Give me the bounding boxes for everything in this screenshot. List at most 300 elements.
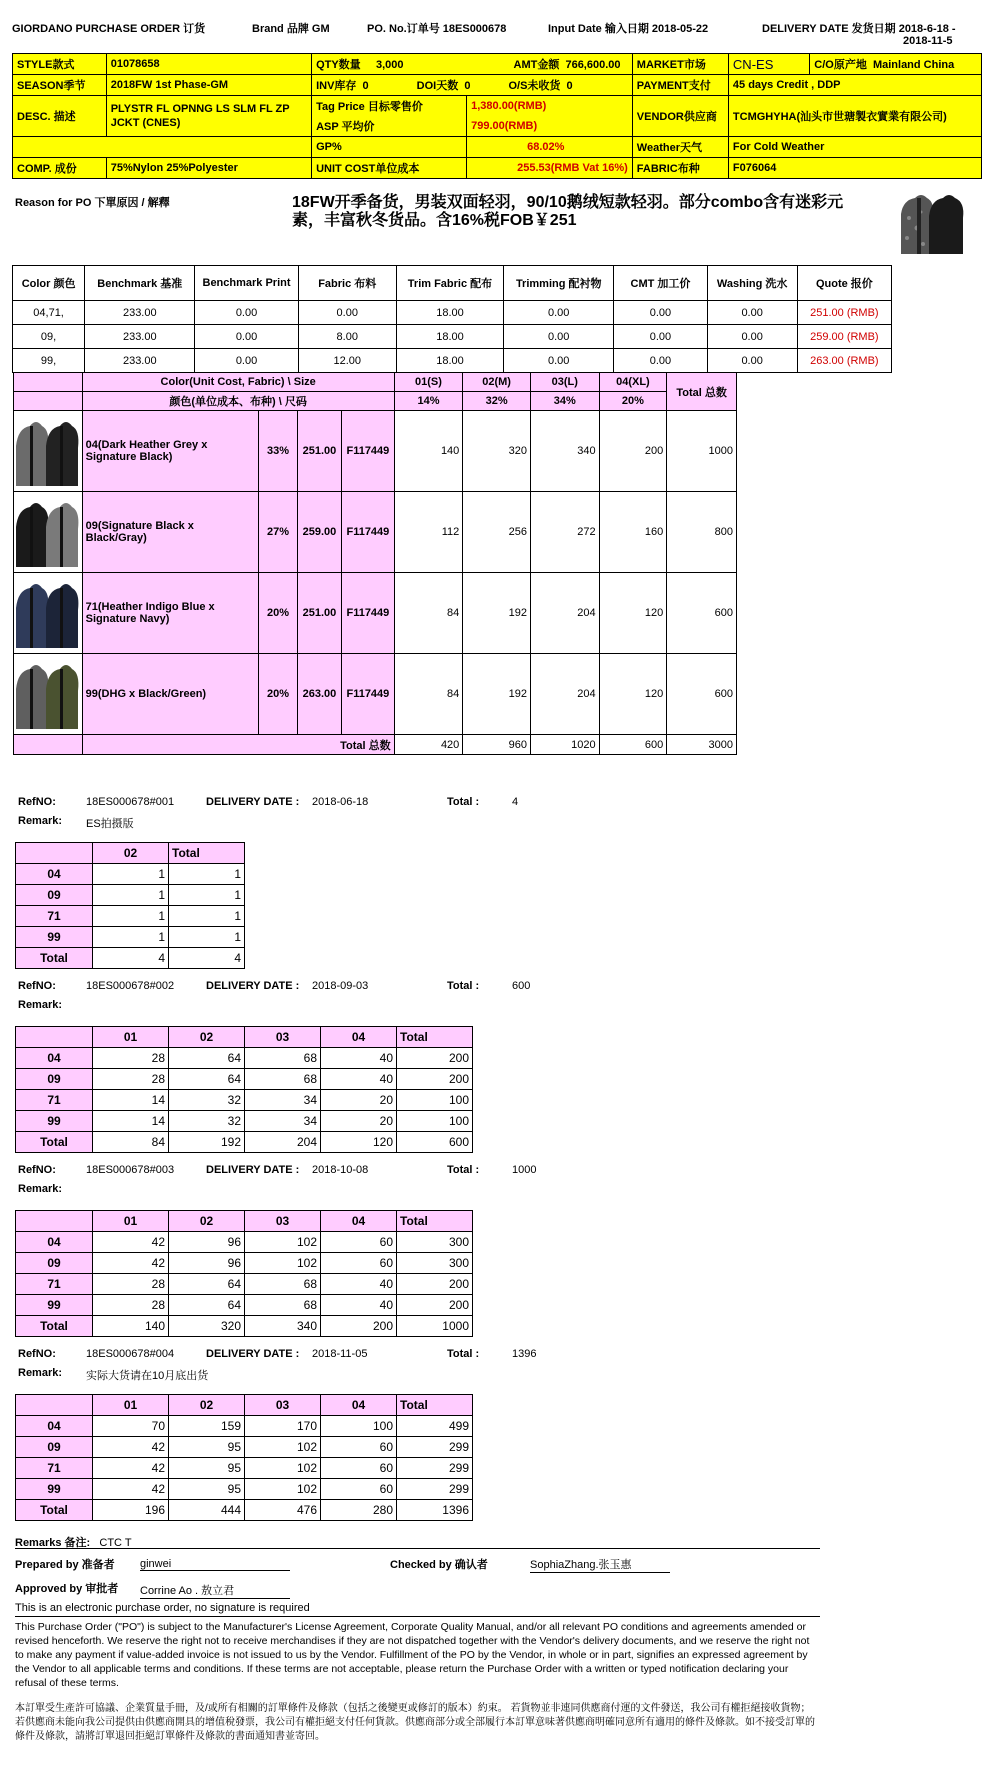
unit-cost-label: UNIT COST单位成本 — [312, 158, 467, 179]
delivery-row — [16, 1416, 473, 1437]
qty-cell: 192 — [463, 654, 531, 735]
cost-cell: 18.00 — [396, 301, 503, 325]
qty-cell: 84 — [394, 654, 463, 735]
remark-value: ES拍摄版 — [86, 818, 134, 830]
weather-value: For Cold Weather — [728, 137, 981, 158]
delivery-qty-cell: 95 — [169, 1458, 245, 1479]
delivery-qty-cell: 96 — [169, 1253, 245, 1274]
po-title: GIORDANO PURCHASE ORDER 订货 — [12, 23, 206, 35]
cost-cell: 0.00 — [504, 325, 614, 349]
matrix-row — [14, 573, 737, 654]
delivery-color-label: 09 — [16, 1253, 93, 1274]
delivery-date-label: DELIVERY DATE : — [206, 1164, 300, 1176]
fabric-label: FABRIC布种 — [632, 158, 728, 179]
size-ratio: 32% — [463, 392, 531, 411]
delivery-qty-cell: 1 — [169, 885, 245, 906]
delivery-qty-cell: 140 — [93, 1316, 169, 1337]
cost-cell: 0.00 — [298, 301, 396, 325]
delivery-qty-cell: 42 — [93, 1479, 169, 1500]
delivery-qty-cell: 28 — [93, 1295, 169, 1316]
delivery-qty-cell: 4 — [169, 948, 245, 969]
delivery-col-header: 03 — [245, 1395, 321, 1416]
ref-label: RefNO: — [18, 1348, 56, 1360]
delivery-qty-cell: 60 — [321, 1253, 397, 1274]
delivery-qty-cell: 68 — [245, 1295, 321, 1316]
delivery-qty-cell: 102 — [245, 1458, 321, 1479]
cost-cell: 0.00 — [614, 325, 707, 349]
delivery-qty-cell: 20 — [321, 1111, 397, 1132]
unit-cost-value: 255.53(RMB Vat 16%) — [467, 158, 633, 179]
row-total: 800 — [667, 492, 737, 573]
style-label: STYLE款式 — [13, 54, 107, 75]
delivery-color-label: 09 — [16, 1437, 93, 1458]
delivery-col-header: 01 — [93, 1211, 169, 1232]
cost-cell: 09, — [13, 325, 85, 349]
color-pct: 20% — [259, 573, 297, 654]
delivery-row — [16, 1232, 473, 1253]
delivery-qty-cell: 4 — [93, 948, 169, 969]
reason-text: 18FW开季备货，男装双面轻羽，90/10鹅绒短款轻羽。部分combo含有迷彩元 素，丰富秋冬货品。含16%税FOB￥251 — [292, 194, 844, 229]
market-value: CN-ES — [728, 54, 809, 75]
matrix-row — [14, 492, 737, 573]
delivery-row — [16, 948, 245, 969]
divider — [15, 1548, 820, 1549]
qty-cell: 112 — [394, 492, 463, 573]
weather-label: Weather天气 — [632, 137, 728, 158]
delivery-qty-cell: 42 — [93, 1458, 169, 1479]
delivery-qty-cell: 28 — [93, 1069, 169, 1090]
legal-chinese: 本訂單受生產許可協議、企業質量手冊，及/或所有相關的訂單條件及條款（包括之後變更或修訂的版本）約束。 若貨物並非連同供應商付運的文件發送，我公司有權拒絕接收貨物；若供應商未能向我公司提供由供應商開具的增值稅發票，我公司有權拒絕支付任何貨款。供應商部分或全部履行本訂單意味著供應商明確同意所有適用的條件及條款。如不接受訂單的條件及條款，請將訂單退回拒絕訂單條件及條款的書面通知書並寄回。 — [15, 1703, 815, 1742]
delivery-qty-cell: 102 — [245, 1253, 321, 1274]
cost-cell: 233.00 — [85, 301, 195, 325]
delivery-col-header: 02 — [169, 1395, 245, 1416]
delivery-row — [16, 927, 245, 948]
delivery-qty-cell: 102 — [245, 1437, 321, 1458]
delivery-date: 2018-09-03 — [312, 980, 369, 992]
gp-value: 68.02% — [467, 137, 633, 158]
delivery-table — [15, 842, 245, 969]
cost-cell: 233.00 — [85, 325, 195, 349]
delivery-qty-cell: 200 — [397, 1048, 473, 1069]
footer-total: 1020 — [530, 735, 599, 755]
jacket-thumbnail-icon — [14, 497, 80, 567]
cost-cell: 0.00 — [195, 349, 298, 373]
delivery-corner — [16, 843, 93, 864]
color-cost: 251.00 — [297, 573, 341, 654]
color-name: 04(Dark Heather Grey x Signature Black) — [82, 411, 259, 492]
ref-number: 18ES000678#003 — [86, 1164, 175, 1176]
color-pct: 33% — [259, 411, 297, 492]
row-total: 1000 — [667, 411, 737, 492]
delivery-total: 1396 — [512, 1348, 537, 1360]
size-matrix — [13, 372, 737, 755]
ref-number: 18ES000678#001 — [86, 796, 175, 808]
quote-cell: 259.00 (RMB) — [797, 325, 891, 349]
divider — [15, 1616, 820, 1617]
approved-value: Corrine Ao . 敖立君 — [140, 1582, 290, 1599]
size-header: 02(M) — [463, 373, 531, 392]
delivery-corner — [16, 1027, 93, 1048]
approved-label: Approved by 审批者 — [15, 1583, 119, 1595]
delivery-total: 4 — [512, 796, 519, 808]
delivery-color-label: 99 — [16, 927, 93, 948]
delivery-qty-cell: 300 — [397, 1232, 473, 1253]
season-value: 2018FW 1st Phase-GM — [106, 75, 311, 96]
checked-value: SophiaZhang.张玉惠 — [530, 1556, 670, 1573]
delivery-row — [16, 1253, 473, 1274]
delivery-qty-cell: 60 — [321, 1479, 397, 1500]
cost-cell: 0.00 — [195, 301, 298, 325]
delivery-qty-cell: 34 — [245, 1090, 321, 1111]
cost-cell: 0.00 — [195, 325, 298, 349]
color-thumbnail — [14, 411, 83, 492]
electronic-note: This is an electronic purchase order, no signature is required — [15, 1602, 310, 1614]
cost-cell: 0.00 — [707, 325, 797, 349]
delivery-qty-cell: 95 — [169, 1437, 245, 1458]
delivery-row — [16, 864, 245, 885]
market-label: MARKET市场 — [632, 54, 728, 75]
cost-cell: 0.00 — [504, 301, 614, 325]
tag-label: Tag Price 目标零售价 — [312, 96, 467, 117]
inv-doi-os: INV库存 0 DOI天数 0 O/S未收货 0 — [312, 75, 633, 96]
footer-total: 600 — [599, 735, 667, 755]
delivery-color-label: 04 — [16, 1232, 93, 1253]
qty-cell: 204 — [530, 654, 599, 735]
color-name: 71(Heather Indigo Blue x Signature Navy) — [82, 573, 259, 654]
delivery-qty-cell: 60 — [321, 1458, 397, 1479]
delivery-qty-cell: 204 — [245, 1132, 321, 1153]
qty-cell: 256 — [463, 492, 531, 573]
delivery-qty-cell: 14 — [93, 1111, 169, 1132]
cost-header: Trim Fabric 配布 — [396, 266, 503, 301]
delivery-row — [16, 1316, 473, 1337]
delivery-qty-cell: 40 — [321, 1274, 397, 1295]
payment-label: PAYMENT支付 — [632, 75, 728, 96]
delivery-date: 2018-10-08 — [312, 1164, 369, 1176]
delivery-qty-cell: 200 — [397, 1069, 473, 1090]
delivery-color-label: 09 — [16, 1069, 93, 1090]
color-cost: 259.00 — [297, 492, 341, 573]
size-header: 03(L) — [530, 373, 599, 392]
qty-cell: 120 — [599, 573, 667, 654]
delivery-qty-cell: 42 — [93, 1437, 169, 1458]
prepared-label: Prepared by 准备者 — [15, 1559, 115, 1571]
footer-total: 960 — [463, 735, 531, 755]
delivery-qty-cell: 280 — [321, 1500, 397, 1521]
delivery-qty-cell: 40 — [321, 1048, 397, 1069]
cost-cell: 12.00 — [298, 349, 396, 373]
cost-header: Fabric 布料 — [298, 266, 396, 301]
reason-label: Reason for PO 下單原因 / 解釋 — [15, 197, 170, 209]
delivery-qty-cell: 1000 — [397, 1316, 473, 1337]
color-pct: 20% — [259, 654, 297, 735]
delivery-qty-cell: 300 — [397, 1253, 473, 1274]
cost-header: Color 颜色 — [13, 266, 85, 301]
delivery-qty-cell: 1 — [93, 885, 169, 906]
cost-cell: 0.00 — [707, 349, 797, 373]
cost-header: Quote 报价 — [797, 266, 891, 301]
qty-cell: 140 — [394, 411, 463, 492]
delivery-qty-cell: 68 — [245, 1048, 321, 1069]
po-number: PO. No.订单号 18ES000678 — [367, 23, 507, 35]
delivery-total-label: Total : — [447, 1348, 480, 1360]
delivery-qty-cell: 32 — [169, 1111, 245, 1132]
delivery-qty-cell: 40 — [321, 1069, 397, 1090]
delivery-row — [16, 1132, 473, 1153]
delivery-total: 1000 — [512, 1164, 537, 1176]
delivery-qty-cell: 60 — [321, 1437, 397, 1458]
delivery-row — [16, 885, 245, 906]
qty-cell: 320 — [463, 411, 531, 492]
qty-cell: 204 — [530, 573, 599, 654]
remark-label: Remark: — [18, 999, 63, 1011]
tag-value: 1,380.00(RMB) — [467, 96, 633, 117]
delivery-row — [16, 906, 245, 927]
delivery-total-label: Total : — [447, 796, 480, 808]
color-pct: 27% — [259, 492, 297, 573]
color-cost: 263.00 — [297, 654, 341, 735]
delivery-color-label: Total — [16, 1132, 93, 1153]
delivery-color-label: 71 — [16, 1274, 93, 1295]
delivery-color-label: 04 — [16, 1048, 93, 1069]
delivery-col-header: 03 — [245, 1211, 321, 1232]
row-total: 600 — [667, 654, 737, 735]
delivery-row — [16, 1458, 473, 1479]
delivery-row — [16, 1069, 473, 1090]
delivery-color-label: Total — [16, 1316, 93, 1337]
delivery-qty-cell: 299 — [397, 1437, 473, 1458]
delivery-row — [16, 1295, 473, 1316]
delivery-total-label: Total : — [447, 1164, 480, 1176]
cost-row — [13, 349, 892, 373]
remark-label: Remark: — [18, 815, 63, 827]
ref-label: RefNO: — [18, 980, 56, 992]
jacket-thumbnail-icon — [14, 578, 80, 648]
delivery-col-header: 02 — [93, 843, 169, 864]
delivery-col-header: 01 — [93, 1027, 169, 1048]
cost-table — [12, 265, 892, 373]
delivery-qty-cell: 28 — [93, 1274, 169, 1295]
delivery-date: 2018-06-18 — [312, 796, 369, 808]
delivery-qty-cell: 28 — [93, 1048, 169, 1069]
style-value: 01078658 — [106, 54, 311, 75]
row-total: 600 — [667, 573, 737, 654]
delivery-col-header: 02 — [169, 1211, 245, 1232]
delivery-qty-cell: 200 — [397, 1295, 473, 1316]
brand: Brand 品牌 GM — [252, 23, 330, 35]
delivery-qty-cell: 20 — [321, 1090, 397, 1111]
color-fabric: F117449 — [342, 492, 395, 573]
delivery-qty-cell: 95 — [169, 1479, 245, 1500]
delivery-qty-cell: 102 — [245, 1479, 321, 1500]
cost-row — [13, 325, 892, 349]
matrix-subtitle: 颜色(单位成本、布种) \ 尺码 — [82, 392, 394, 411]
delivery-qty-cell: 1 — [169, 927, 245, 948]
delivery-col-header: 03 — [245, 1027, 321, 1048]
delivery-col-header: 01 — [93, 1395, 169, 1416]
delivery-qty-cell: 120 — [321, 1132, 397, 1153]
delivery-color-label: Total — [16, 1500, 93, 1521]
delivery-corner — [16, 1395, 93, 1416]
delivery-row — [16, 1048, 473, 1069]
delivery-qty-cell: 1396 — [397, 1500, 473, 1521]
ref-number: 18ES000678#004 — [86, 1348, 175, 1360]
cost-header: Washing 洗水 — [707, 266, 797, 301]
delivery-qty-cell: 320 — [169, 1316, 245, 1337]
delivery-qty-cell: 84 — [93, 1132, 169, 1153]
desc-label: DESC. 描述 — [13, 96, 107, 137]
color-thumbnail — [14, 573, 83, 654]
delivery-table — [15, 1210, 473, 1337]
delivery-color-label: 04 — [16, 864, 93, 885]
qty-cell: 84 — [394, 573, 463, 654]
color-name: 99(DHG x Black/Green) — [82, 654, 259, 735]
delivery-color-label: Total — [16, 948, 93, 969]
co: C/O原产地 Mainland China — [810, 54, 982, 75]
asp-label: ASP 平均价 — [312, 116, 467, 137]
qty-cell: 272 — [530, 492, 599, 573]
delivery-row — [16, 1111, 473, 1132]
delivery-color-label: 99 — [16, 1479, 93, 1500]
color-name: 09(Signature Black x Black/Gray) — [82, 492, 259, 573]
delivery-row — [16, 1437, 473, 1458]
delivery-qty-cell: 14 — [93, 1090, 169, 1111]
delivery-row — [16, 1479, 473, 1500]
matrix-corner — [14, 392, 83, 411]
remark-label: Remark: — [18, 1183, 63, 1195]
prepared-value: ginwei — [140, 1558, 290, 1571]
matrix-footer-label: Total 总数 — [82, 735, 394, 755]
ref-label: RefNO: — [18, 1164, 56, 1176]
delivery-col-header: Total — [397, 1395, 473, 1416]
delivery-color-label: 04 — [16, 1416, 93, 1437]
delivery-qty-cell: 68 — [245, 1274, 321, 1295]
gp-label: GP% — [312, 137, 467, 158]
delivery-qty-cell: 444 — [169, 1500, 245, 1521]
quote-cell: 263.00 (RMB) — [797, 349, 891, 373]
product-photo — [895, 188, 967, 256]
jacket-thumbnail-icon — [14, 659, 80, 729]
size-header: 01(S) — [394, 373, 463, 392]
delivery-qty-cell: 1 — [93, 864, 169, 885]
fabric-value: F076064 — [728, 158, 981, 179]
desc-value: PLYSTR FL OPNNG LS SLM FL ZP JCKT (CNES) — [106, 96, 311, 137]
remarks: Remarks 备注: CTC T — [15, 1537, 132, 1549]
cost-cell: 99, — [13, 349, 85, 373]
cost-cell: 0.00 — [614, 301, 707, 325]
delivery-qty-cell: 70 — [93, 1416, 169, 1437]
delivery-color-label: 09 — [16, 885, 93, 906]
matrix-title: Color(Unit Cost, Fabric) \ Size — [82, 373, 394, 392]
delivery-qty-cell: 42 — [93, 1232, 169, 1253]
qty-amt: QTY数量 3,000 AMT金额 766,600.00 — [312, 54, 633, 75]
delivery-date-label: DELIVERY DATE : — [206, 1348, 300, 1360]
delivery-qty-cell: 1 — [169, 864, 245, 885]
cost-cell: 04,71, — [13, 301, 85, 325]
color-thumbnail — [14, 492, 83, 573]
delivery-col-header: Total — [397, 1211, 473, 1232]
delivery-total: 600 — [512, 980, 531, 992]
delivery-date-label: DELIVERY DATE : — [206, 796, 300, 808]
delivery-date-label: DELIVERY DATE : — [206, 980, 300, 992]
delivery-color-label: 71 — [16, 1090, 93, 1111]
quote-cell: 251.00 (RMB) — [797, 301, 891, 325]
remark-label: Remark: — [18, 1367, 63, 1379]
delivery-col-header: 02 — [169, 1027, 245, 1048]
delivery-qty-cell: 64 — [169, 1069, 245, 1090]
delivery-qty-cell: 64 — [169, 1274, 245, 1295]
delivery-qty-cell: 1 — [169, 906, 245, 927]
delivery-qty-cell: 196 — [93, 1500, 169, 1521]
qty-cell: 120 — [599, 654, 667, 735]
delivery-total-label: Total : — [447, 980, 480, 992]
size-ratio: 14% — [394, 392, 463, 411]
delivery-color-label: 71 — [16, 906, 93, 927]
cost-header: Trimming 配衬物 — [504, 266, 614, 301]
delivery-date-range: DELIVERY DATE 发货日期 2018-6-18 - — [762, 23, 956, 35]
matrix-corner — [14, 373, 83, 392]
delivery-qty-cell: 32 — [169, 1090, 245, 1111]
delivery-qty-cell: 34 — [245, 1111, 321, 1132]
matrix-row — [14, 411, 737, 492]
delivery-table — [15, 1394, 473, 1521]
footer-total: 3000 — [667, 735, 737, 755]
jacket-thumbnail-icon — [14, 416, 80, 486]
delivery-col-header: 04 — [321, 1027, 397, 1048]
delivery-qty-cell: 299 — [397, 1479, 473, 1500]
cost-cell: 8.00 — [298, 325, 396, 349]
payment-value: 45 days Credit , DDP — [728, 75, 981, 96]
remark-value: 实际大货请在10月底出货 — [86, 1370, 209, 1382]
cost-row — [13, 301, 892, 325]
input-date: Input Date 输入日期 2018-05-22 — [548, 23, 709, 35]
delivery-qty-cell: 102 — [245, 1232, 321, 1253]
cost-header: CMT 加工价 — [614, 266, 707, 301]
delivery-qty-cell: 1 — [93, 927, 169, 948]
cost-cell: 0.00 — [707, 301, 797, 325]
matrix-footer-blank — [14, 735, 83, 755]
cost-header: Benchmark Print — [195, 266, 298, 301]
delivery-col-header: Total — [397, 1027, 473, 1048]
color-thumbnail — [14, 654, 83, 735]
size-ratio: 34% — [530, 392, 599, 411]
ref-label: RefNO: — [18, 796, 56, 808]
qty-cell: 192 — [463, 573, 531, 654]
delivery-qty-cell: 200 — [321, 1316, 397, 1337]
delivery-qty-cell: 170 — [245, 1416, 321, 1437]
delivery-qty-cell: 64 — [169, 1048, 245, 1069]
color-fabric: F117449 — [342, 573, 395, 654]
qty-cell: 340 — [530, 411, 599, 492]
delivery-qty-cell: 600 — [397, 1132, 473, 1153]
delivery-qty-cell: 42 — [93, 1253, 169, 1274]
ref-number: 18ES000678#002 — [86, 980, 175, 992]
vendor-value: TCMGHYHA(汕头市世瑭製衣實業有限公司) — [728, 96, 981, 137]
delivery-row — [16, 1090, 473, 1111]
gp-blank — [13, 137, 312, 158]
vendor-label: VENDOR供应商 — [632, 96, 728, 137]
cost-cell: 18.00 — [396, 349, 503, 373]
color-fabric: F117449 — [342, 654, 395, 735]
delivery-qty-cell: 64 — [169, 1295, 245, 1316]
size-header: 04(XL) — [599, 373, 667, 392]
delivery-row — [16, 1500, 473, 1521]
delivery-table — [15, 1026, 473, 1153]
asp-value: 799.00(RMB) — [467, 116, 633, 137]
delivery-qty-cell: 340 — [245, 1316, 321, 1337]
color-cost: 251.00 — [297, 411, 341, 492]
delivery-color-label: 99 — [16, 1295, 93, 1316]
